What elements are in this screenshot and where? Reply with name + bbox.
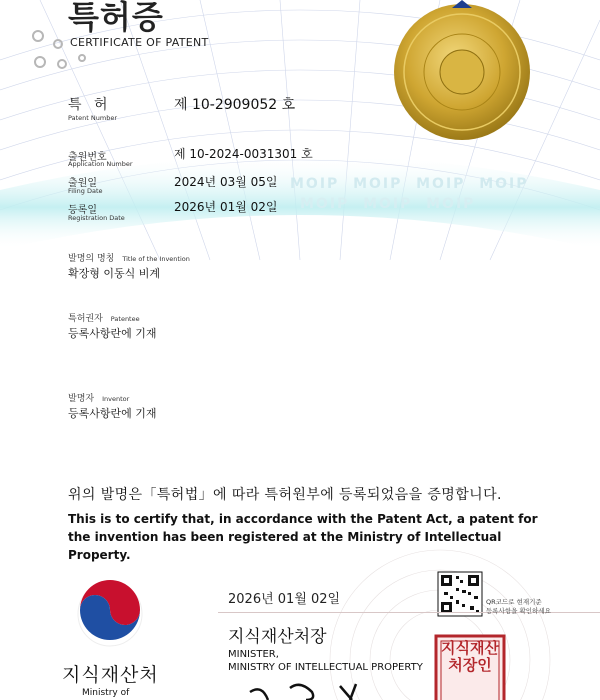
issue-date: 2026년 01월 02일 — [228, 592, 341, 607]
registration-date: 2026년 01월 02일 — [174, 200, 278, 214]
watermark: MOIP MOIP MOIP MOIP — [290, 176, 529, 192]
inventor-label-ko: 발명자 — [68, 394, 95, 404]
inventor-value: 등록사항란에 기재 — [68, 407, 157, 420]
patent-number: 제 10-2909052 호 — [174, 97, 296, 113]
invention-title-label-en: Title of the Invention — [122, 255, 190, 263]
minister-title — [228, 648, 423, 674]
agency-name: 지식재산처장 — [228, 627, 327, 647]
watermark-row-2: MOIP MOIP MOIP — [300, 196, 476, 212]
logo-name-en: Ministry of — [82, 688, 130, 698]
qr-code-icon — [438, 572, 482, 616]
logo-name: 지식재산처 — [62, 664, 159, 686]
invention-title-label — [68, 251, 190, 264]
patent-label: 특 허 — [68, 97, 112, 113]
filing-label-en: Filing Date — [68, 187, 103, 195]
certification-statement-ko: 위의 발명은「특허법」에 따라 특허원부에 등록되었음을 증명합니다. — [68, 487, 502, 503]
application-number: 제 10-2024-0031301 호 — [174, 147, 313, 161]
inventor-label — [68, 391, 129, 404]
qr-line-2: 등록사항을 확인하세요 — [486, 607, 551, 615]
application-label: 출원번호 — [68, 152, 107, 163]
application-label-en: Application Number — [68, 160, 133, 168]
certification-statement-en: This is to certify that, in accordance with the Patent Act, a patent for the invention has been registered at the Ministry of Intellectual Property. — [68, 512, 538, 562]
patent-label-en: Patent Number — [68, 114, 118, 122]
registration-label-en: Registration Date — [68, 214, 125, 222]
qr-line-1: QR코드로 현재기준 — [486, 598, 542, 606]
government-logo-icon — [78, 580, 142, 646]
qr-instructions — [486, 598, 551, 616]
patentee-label-en: Patentee — [110, 315, 140, 323]
invention-title: 확장형 이동식 비계 — [68, 267, 161, 280]
signature — [250, 684, 356, 700]
patentee-label — [68, 311, 140, 324]
invention-title-label-ko: 발명의 명칭 — [68, 254, 115, 264]
minister-line-2: MINISTRY OF INTELLECTUAL PROPERTY — [228, 662, 423, 673]
inventor-label-en: Inventor — [102, 395, 130, 403]
certificate-title-en: CERTIFICATE OF PATENT — [70, 36, 209, 49]
patentee-value: 등록사항란에 기재 — [68, 327, 157, 340]
registration-label: 등록일 — [68, 205, 97, 216]
seal-text: 지식재산처장인 — [441, 639, 499, 674]
gold-seal-icon — [394, 0, 530, 140]
filing-date: 2024년 03월 05일 — [174, 175, 278, 189]
certificate-title: 특허증 — [68, 0, 164, 36]
patentee-label-ko: 특허권자 — [68, 314, 103, 324]
minister-line-1: MINISTER, — [228, 649, 279, 660]
filing-label: 출원일 — [68, 178, 97, 189]
